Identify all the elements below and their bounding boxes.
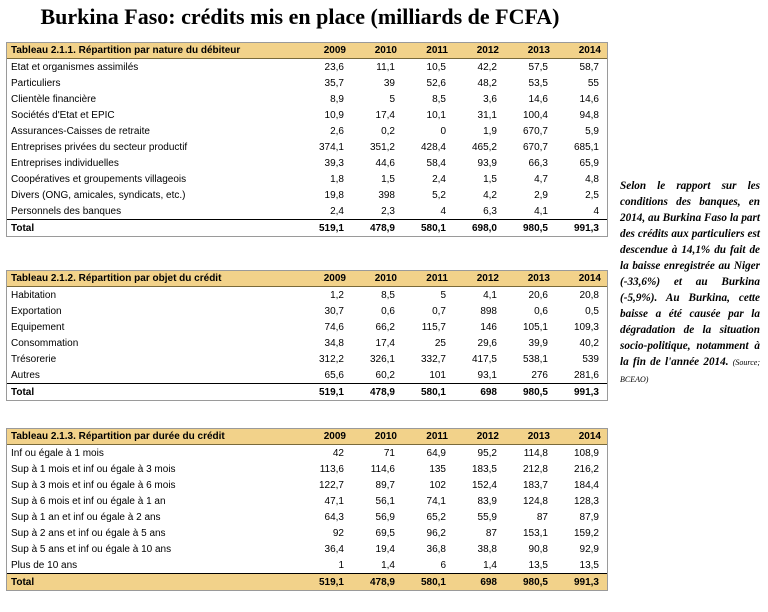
table-row bbox=[7, 493, 607, 509]
cell-value: 65,2 bbox=[426, 511, 446, 523]
cell-value: 47,1 bbox=[324, 495, 344, 507]
row-label: Consommation bbox=[11, 337, 79, 349]
cell-value: 10,1 bbox=[426, 109, 446, 121]
row-label: Sup à 1 an et inf ou égale à 2 ans bbox=[11, 511, 161, 523]
cell-value: 40,2 bbox=[579, 337, 599, 349]
cell-value: 109,3 bbox=[573, 321, 599, 333]
cell-value: 38,8 bbox=[477, 543, 497, 555]
table-duration bbox=[7, 429, 607, 590]
cell-value: 92 bbox=[332, 527, 344, 539]
cell-value: 57,5 bbox=[528, 61, 548, 73]
cell-value: 128,3 bbox=[573, 495, 599, 507]
cell-value: 36,4 bbox=[324, 543, 344, 555]
row-label: Sup à 2 ans et inf ou égale à 5 ans bbox=[11, 527, 166, 539]
cell-value: 1 bbox=[338, 559, 344, 571]
cell-value: 1,5 bbox=[483, 173, 497, 185]
total-value: 698 bbox=[454, 384, 505, 401]
cell-value: 332,7 bbox=[420, 353, 446, 365]
cell-value: 74,6 bbox=[324, 321, 344, 333]
cell-value: 398 bbox=[378, 189, 395, 201]
table-caption: Tableau 2.1.3. Répartition par durée du crédit bbox=[7, 429, 301, 445]
cell-value: 10,5 bbox=[426, 61, 446, 73]
table-row bbox=[7, 303, 607, 319]
total-label: Total bbox=[7, 220, 301, 237]
cell-value: 66,2 bbox=[375, 321, 395, 333]
cell-value: 276 bbox=[531, 369, 548, 381]
total-value: 519,1 bbox=[301, 384, 352, 401]
total-value: 478,9 bbox=[352, 220, 403, 237]
cell-value: 60,2 bbox=[375, 369, 395, 381]
total-label: Total bbox=[7, 574, 301, 591]
cell-value: 538,1 bbox=[522, 353, 548, 365]
year-header: 2011 bbox=[403, 429, 454, 445]
row-label: Sociétés d'Etat et EPIC bbox=[11, 109, 115, 121]
cell-value: 19,8 bbox=[324, 189, 344, 201]
year-header: 2010 bbox=[352, 43, 403, 59]
cell-value: 183,7 bbox=[522, 479, 548, 491]
cell-value: 39 bbox=[383, 77, 395, 89]
year-header: 2012 bbox=[454, 429, 505, 445]
table-row bbox=[7, 319, 607, 335]
table-row bbox=[7, 107, 607, 123]
total-value: 698 bbox=[454, 574, 505, 591]
year-header: 2011 bbox=[403, 43, 454, 59]
total-value: 698,0 bbox=[454, 220, 505, 237]
total-value: 980,5 bbox=[505, 574, 556, 591]
cell-value: 114,6 bbox=[370, 463, 395, 475]
year-header: 2010 bbox=[352, 271, 403, 287]
cell-value: 89,7 bbox=[375, 479, 395, 491]
cell-value: 92,9 bbox=[579, 543, 599, 555]
cell-value: 417,5 bbox=[471, 353, 497, 365]
year-header: 2009 bbox=[301, 271, 352, 287]
cell-value: 93,9 bbox=[477, 157, 497, 169]
cell-value: 0,6 bbox=[381, 305, 395, 317]
cell-value: 35,7 bbox=[324, 77, 344, 89]
cell-value: 135 bbox=[429, 463, 446, 475]
cell-value: 6 bbox=[440, 559, 446, 571]
cell-value: 17,4 bbox=[375, 337, 395, 349]
cell-value: 53,5 bbox=[528, 77, 548, 89]
row-label: Plus de 10 ans bbox=[11, 559, 78, 571]
total-value: 580,1 bbox=[403, 574, 454, 591]
table-row bbox=[7, 287, 607, 304]
cell-value: 108,9 bbox=[573, 447, 599, 459]
year-header: 2012 bbox=[454, 43, 505, 59]
row-label: Sup à 1 mois et inf ou égale à 3 mois bbox=[11, 463, 176, 475]
table-caption: Tableau 2.1.2. Répartition par objet du crédit bbox=[7, 271, 301, 287]
total-value: 580,1 bbox=[403, 220, 454, 237]
cell-value: 2,4 bbox=[330, 205, 344, 217]
table-header-row bbox=[7, 271, 607, 287]
cell-value: 87 bbox=[536, 511, 548, 523]
total-row bbox=[7, 220, 607, 237]
cell-value: 0 bbox=[440, 125, 446, 137]
table-row bbox=[7, 367, 607, 384]
year-header: 2013 bbox=[505, 429, 556, 445]
commentary-text: Selon le rapport sur les conditions des banques, en 2014, au Burkina Faso la part des crédits aux particuliers est descendue à 14,1% du fait de la baisse enregistrée au Niger (-33,6%) et au Burkina (-5,9%). Au Burkina, cette baisse a été causée par la dégradation de la situation socio-politique, notamment à la fin de l'année 2014. bbox=[620, 180, 760, 368]
cell-value: 39,3 bbox=[324, 157, 344, 169]
cell-value: 685,1 bbox=[573, 141, 599, 153]
cell-value: 56,9 bbox=[375, 511, 395, 523]
cell-value: 0,7 bbox=[432, 305, 446, 317]
cell-value: 42 bbox=[332, 447, 344, 459]
commentary-box bbox=[620, 178, 760, 388]
cell-value: 4,8 bbox=[585, 173, 599, 185]
cell-value: 83,9 bbox=[477, 495, 497, 507]
cell-value: 124,8 bbox=[522, 495, 548, 507]
cell-value: 25 bbox=[434, 337, 446, 349]
year-header: 2009 bbox=[301, 429, 352, 445]
table-debtor-panel bbox=[6, 42, 608, 237]
table-row bbox=[7, 541, 607, 557]
year-header: 2012 bbox=[454, 271, 505, 287]
cell-value: 326,1 bbox=[369, 353, 395, 365]
total-value: 478,9 bbox=[352, 574, 403, 591]
cell-value: 11,1 bbox=[376, 61, 395, 73]
cell-value: 90,8 bbox=[528, 543, 548, 555]
cell-value: 898 bbox=[480, 305, 497, 317]
cell-value: 670,7 bbox=[522, 141, 548, 153]
row-label: Equipement bbox=[11, 321, 65, 333]
cell-value: 2,9 bbox=[534, 189, 548, 201]
table-row bbox=[7, 525, 607, 541]
cell-value: 56,1 bbox=[375, 495, 395, 507]
cell-value: 4 bbox=[593, 205, 599, 217]
cell-value: 65,9 bbox=[579, 157, 599, 169]
cell-value: 374,1 bbox=[318, 141, 344, 153]
cell-value: 55,9 bbox=[477, 511, 497, 523]
cell-value: 2,5 bbox=[585, 189, 599, 201]
cell-value: 96,2 bbox=[426, 527, 446, 539]
cell-value: 1,8 bbox=[330, 173, 344, 185]
cell-value: 3,6 bbox=[483, 93, 497, 105]
cell-value: 44,6 bbox=[375, 157, 395, 169]
year-header: 2010 bbox=[352, 429, 403, 445]
cell-value: 23,6 bbox=[324, 61, 344, 73]
row-label: Sup à 6 mois et inf ou égale à 1 an bbox=[11, 495, 166, 507]
cell-value: 212,8 bbox=[522, 463, 548, 475]
row-label: Etat et organismes assimilés bbox=[11, 61, 139, 73]
total-value: 991,3 bbox=[556, 574, 607, 591]
cell-value: 4 bbox=[440, 205, 446, 217]
cell-value: 58,7 bbox=[579, 61, 599, 73]
cell-value: 29,6 bbox=[477, 337, 497, 349]
cell-value: 19,4 bbox=[375, 543, 395, 555]
cell-value: 87,9 bbox=[579, 511, 599, 523]
cell-value: 17,4 bbox=[375, 109, 395, 121]
table-row bbox=[7, 171, 607, 187]
cell-value: 1,5 bbox=[381, 173, 395, 185]
row-label: Inf ou égale à 1 mois bbox=[11, 447, 104, 459]
cell-value: 5,9 bbox=[585, 125, 599, 137]
cell-value: 4,1 bbox=[534, 205, 548, 217]
cell-value: 428,4 bbox=[420, 141, 446, 153]
table-row bbox=[7, 75, 607, 91]
cell-value: 2,4 bbox=[432, 173, 446, 185]
row-label: Clientèle financière bbox=[11, 93, 97, 105]
cell-value: 4,1 bbox=[483, 289, 497, 301]
table-row bbox=[7, 155, 607, 171]
cell-value: 69,5 bbox=[375, 527, 395, 539]
cell-value: 1,4 bbox=[483, 559, 497, 571]
year-header: 2014 bbox=[556, 429, 607, 445]
cell-value: 113,6 bbox=[319, 463, 344, 475]
cell-value: 183,5 bbox=[471, 463, 497, 475]
cell-value: 281,6 bbox=[573, 369, 599, 381]
cell-value: 2,6 bbox=[330, 125, 344, 137]
table-caption: Tableau 2.1.1. Répartition par nature du débiteur bbox=[7, 43, 301, 59]
total-value: 980,5 bbox=[505, 384, 556, 401]
cell-value: 153,1 bbox=[522, 527, 548, 539]
cell-value: 8,5 bbox=[381, 289, 395, 301]
year-header: 2009 bbox=[301, 43, 352, 59]
total-value: 580,1 bbox=[403, 384, 454, 401]
table-header-row bbox=[7, 43, 607, 59]
table-debtor bbox=[7, 43, 607, 236]
table-row bbox=[7, 187, 607, 203]
row-label: Entreprises individuelles bbox=[11, 157, 119, 169]
table-row bbox=[7, 445, 607, 462]
cell-value: 34,8 bbox=[324, 337, 344, 349]
table-duration-panel bbox=[6, 428, 608, 591]
cell-value: 8,5 bbox=[432, 93, 446, 105]
total-row bbox=[7, 574, 607, 591]
table-purpose bbox=[7, 271, 607, 400]
total-value: 991,3 bbox=[556, 384, 607, 401]
cell-value: 670,7 bbox=[522, 125, 548, 137]
row-label: Coopératives et groupements villageois bbox=[11, 173, 187, 185]
table-row bbox=[7, 461, 607, 477]
cell-value: 48,2 bbox=[477, 77, 497, 89]
row-label: Particuliers bbox=[11, 77, 61, 89]
cell-value: 13,5 bbox=[579, 559, 599, 571]
cell-value: 101 bbox=[429, 369, 446, 381]
cell-value: 94,8 bbox=[579, 109, 599, 121]
cell-value: 2,3 bbox=[381, 205, 395, 217]
cell-value: 66,3 bbox=[528, 157, 548, 169]
table-row bbox=[7, 203, 607, 220]
row-label: Sup à 5 ans et inf ou égale à 10 ans bbox=[11, 543, 172, 555]
cell-value: 36,8 bbox=[426, 543, 446, 555]
cell-value: 114,8 bbox=[523, 447, 548, 459]
table-row bbox=[7, 59, 607, 76]
row-label: Sup à 3 mois et inf ou égale à 6 mois bbox=[11, 479, 176, 491]
cell-value: 1,4 bbox=[381, 559, 395, 571]
cell-value: 5,2 bbox=[432, 189, 446, 201]
cell-value: 39,9 bbox=[528, 337, 548, 349]
row-label: Habitation bbox=[11, 289, 57, 301]
year-header: 2011 bbox=[403, 271, 454, 287]
cell-value: 20,6 bbox=[528, 289, 548, 301]
row-label: Divers (ONG, amicales, syndicats, etc.) bbox=[11, 189, 186, 201]
cell-value: 64,9 bbox=[426, 447, 446, 459]
cell-value: 14,6 bbox=[579, 93, 599, 105]
cell-value: 0,5 bbox=[585, 305, 599, 317]
cell-value: 105,1 bbox=[522, 321, 548, 333]
table-row bbox=[7, 509, 607, 525]
year-header: 2013 bbox=[505, 271, 556, 287]
table-purpose-panel bbox=[6, 270, 608, 401]
cell-value: 152,4 bbox=[471, 479, 497, 491]
year-header: 2014 bbox=[556, 271, 607, 287]
cell-value: 5 bbox=[389, 93, 395, 105]
cell-value: 216,2 bbox=[573, 463, 599, 475]
cell-value: 100,4 bbox=[522, 109, 548, 121]
total-row bbox=[7, 384, 607, 401]
table-row bbox=[7, 557, 607, 574]
cell-value: 351,2 bbox=[369, 141, 395, 153]
cell-value: 10,9 bbox=[324, 109, 344, 121]
cell-value: 52,6 bbox=[426, 77, 446, 89]
cell-value: 102 bbox=[429, 479, 446, 491]
cell-value: 184,4 bbox=[573, 479, 599, 491]
cell-value: 0,6 bbox=[534, 305, 548, 317]
cell-value: 55 bbox=[587, 77, 599, 89]
cell-value: 146 bbox=[480, 321, 497, 333]
cell-value: 87 bbox=[485, 527, 497, 539]
table-header-row bbox=[7, 429, 607, 445]
total-label: Total bbox=[7, 384, 301, 401]
cell-value: 13,5 bbox=[528, 559, 548, 571]
cell-value: 93,1 bbox=[477, 369, 497, 381]
cell-value: 4,7 bbox=[534, 173, 548, 185]
cell-value: 539 bbox=[582, 353, 599, 365]
table-row bbox=[7, 123, 607, 139]
cell-value: 0,2 bbox=[381, 125, 395, 137]
table-row bbox=[7, 477, 607, 493]
cell-value: 4,2 bbox=[483, 189, 497, 201]
total-value: 519,1 bbox=[301, 220, 352, 237]
total-value: 519,1 bbox=[301, 574, 352, 591]
cell-value: 115,7 bbox=[421, 321, 446, 333]
total-value: 478,9 bbox=[352, 384, 403, 401]
cell-value: 1,9 bbox=[483, 125, 497, 137]
row-label: Trésorerie bbox=[11, 353, 57, 365]
cell-value: 95,2 bbox=[477, 447, 497, 459]
table-row bbox=[7, 91, 607, 107]
row-label: Entreprises privées du secteur productif bbox=[11, 141, 188, 153]
cell-value: 74,1 bbox=[426, 495, 446, 507]
year-header: 2013 bbox=[505, 43, 556, 59]
commentary-source: (Source; BCEAO) bbox=[620, 358, 760, 384]
row-label: Assurances-Caisses de retraite bbox=[11, 125, 150, 137]
cell-value: 6,3 bbox=[483, 205, 497, 217]
cell-value: 122,7 bbox=[318, 479, 344, 491]
cell-value: 159,2 bbox=[573, 527, 599, 539]
total-value: 991,3 bbox=[556, 220, 607, 237]
cell-value: 64,3 bbox=[324, 511, 344, 523]
row-label: Autres bbox=[11, 369, 40, 381]
cell-value: 71 bbox=[383, 447, 395, 459]
cell-value: 42,2 bbox=[477, 61, 497, 73]
cell-value: 65,6 bbox=[324, 369, 344, 381]
row-label: Personnels des banques bbox=[11, 205, 122, 217]
cell-value: 465,2 bbox=[471, 141, 497, 153]
cell-value: 312,2 bbox=[318, 353, 344, 365]
table-row bbox=[7, 139, 607, 155]
row-label: Exportation bbox=[11, 305, 62, 317]
cell-value: 20,8 bbox=[579, 289, 599, 301]
cell-value: 5 bbox=[440, 289, 446, 301]
cell-value: 30,7 bbox=[324, 305, 344, 317]
table-row bbox=[7, 351, 607, 367]
page-title: Burkina Faso: crédits mis en place (milliards de FCFA) bbox=[40, 4, 560, 29]
cell-value: 14,6 bbox=[528, 93, 548, 105]
total-value: 980,5 bbox=[505, 220, 556, 237]
year-header: 2014 bbox=[556, 43, 607, 59]
cell-value: 31,1 bbox=[477, 109, 497, 121]
cell-value: 58,4 bbox=[426, 157, 446, 169]
cell-value: 1,2 bbox=[330, 289, 344, 301]
table-row bbox=[7, 335, 607, 351]
cell-value: 8,9 bbox=[330, 93, 344, 105]
